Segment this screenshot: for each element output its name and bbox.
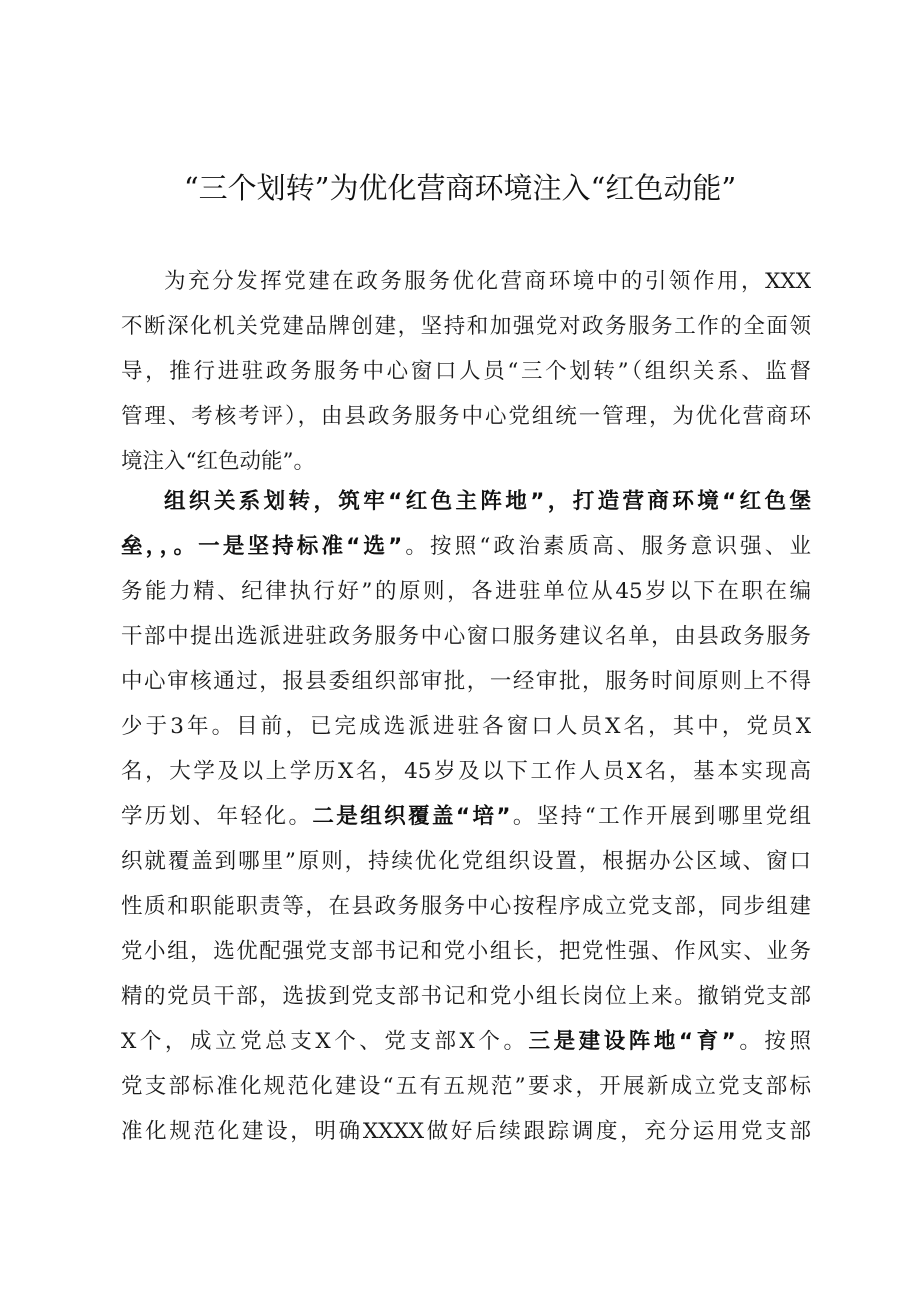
- text-line: [121, 525, 811, 569]
- text-line: 准化规范化建设，明确XXXX做好后续跟踪调度，充分运用党支部: [121, 1119, 811, 1144]
- text-line: 境注入“红色动能”。: [121, 449, 315, 474]
- text-span: X个，成立党总支X个、党支部X个。: [121, 1029, 529, 1054]
- text-span: 学历划、年轻化。: [121, 804, 313, 829]
- text-line: 名，大学及以上学历X名，45岁及以下工作人员X名，基本实现高: [121, 759, 811, 784]
- text-line: 党支部标准化规范化建设“五有五规范”要求，开展新成立党支部标: [121, 1074, 811, 1099]
- text-line: [121, 1020, 811, 1064]
- text-line: 少于3年。目前，已完成选派进驻各窗口人员X名，其中，党员X: [121, 714, 811, 739]
- text-line: 务能力精、纪律执行好”的原则，各进驻单位从45岁以下在职在编: [121, 579, 811, 604]
- text-line: 导，推行进驻政务服务中心窗口人员“三个划转”（组织关系、监督: [121, 359, 811, 384]
- subheading-2: 二是组织覆盖“培”: [312, 804, 511, 829]
- subheading-1: 垒，，。一是坚持标准“选”: [121, 534, 403, 559]
- text-line: 中心审核通过，报县委组织部审批，一经审批，服务时间原则上不得: [121, 669, 811, 694]
- text-line: 干部中提出选派进驻政务服务中心窗口服务建议名单，由县政务服务: [121, 624, 811, 649]
- section-heading: 组织关系划转，筑牢“红色主阵地”，打造营商环境“红色堡: [164, 489, 811, 514]
- text-line: [121, 795, 811, 839]
- text-line: 为充分发挥党建在政务服务优化营商环境中的引领作用，XXX: [164, 269, 811, 294]
- text-span: 。按照“政治素质高、服务意识强、业: [402, 534, 811, 559]
- text-line: 不断深化机关党建品牌创建，坚持和加强党对政务服务工作的全面领: [121, 314, 811, 339]
- document-title: “三个划转”为优化营商环境注入“红色动能”: [183, 171, 737, 205]
- text-line: 性质和职能职责等，在县政务服务中心按程序成立党支部，同步组建: [121, 894, 811, 919]
- text-span: 。坚持“工作开展到哪里党组: [510, 804, 811, 829]
- text-line: 党小组，选优配强党支部书记和党小组长，把党性强、作风实、业务: [121, 939, 811, 964]
- text-line: 管理、考核考评），由县政务服务中心党组统一管理，为优化营商环: [121, 404, 811, 429]
- subheading-3: 三是建设阵地“育”: [528, 1029, 736, 1054]
- text-line: 织就覆盖到哪里”原则，持续优化党组织设置，根据办公区域、窗口: [121, 849, 811, 874]
- text-line: 精的党员干部，选拔到党支部书记和党小组长岗位上来。撤销党支部: [121, 984, 811, 1009]
- text-span: 。按照: [735, 1029, 811, 1054]
